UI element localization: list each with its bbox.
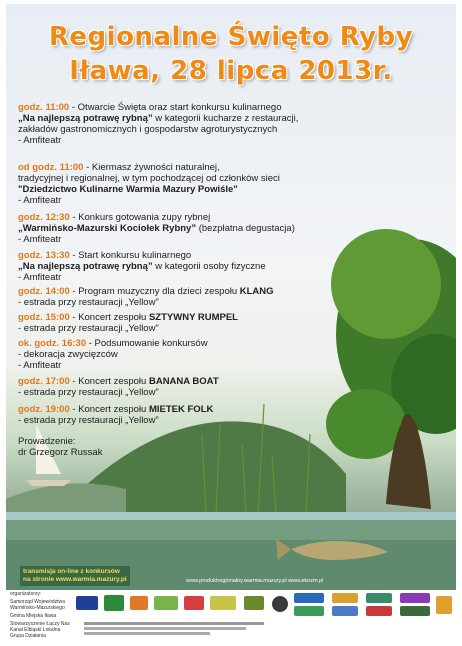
- sponsor-logo: [272, 596, 288, 612]
- event-venue: - estrada przy restauracji „Yellow”: [18, 387, 159, 398]
- band-name: SZTYWNY RUMPEL: [148, 312, 238, 323]
- eu-flag-logo: [76, 596, 98, 610]
- event-time: godz. 14:00: [18, 286, 70, 297]
- event-title: „Warmińsko-Mazurski Kociołek Rybny”: [18, 223, 197, 234]
- organizer-name: Gmina Miejska Iława: [10, 613, 57, 619]
- sponsors-footer: [6, 590, 456, 642]
- event-item: [18, 312, 398, 334]
- event-text: w kategorii kucharze z restauracji,: [152, 113, 299, 124]
- sponsor-logo: [104, 595, 124, 611]
- event-venue: - Amfiteatr: [18, 234, 62, 245]
- online-broadcast-note: [20, 566, 130, 586]
- event-venue: - estrada przy restauracji „Yellow”: [18, 415, 159, 426]
- event-text: - Koncert zespołu: [69, 312, 149, 323]
- sailboat-hull: [26, 480, 71, 486]
- event-item: [18, 286, 398, 308]
- event-text: - Program muzyczny dla dzieci zespołu: [69, 286, 240, 297]
- event-text: zakładów gastronomicznych i gospodarstw agroturystycznych: [18, 124, 278, 135]
- promo-line: na stronie www.warmia.mazury.pl: [23, 576, 127, 583]
- host-info: [18, 436, 102, 458]
- website-urls: www.produktregionalny.warmia.mazury.pl www.ekozm.pl: [186, 578, 324, 584]
- event-title: „Na najlepszą potrawę rybną”: [18, 113, 153, 124]
- sponsor-logo: [154, 596, 178, 610]
- sponsor-logo: [400, 593, 430, 603]
- promo-line: transmisja on-line z konkursów: [23, 568, 120, 575]
- event-time: godz. 13:30: [18, 250, 70, 261]
- event-item: [18, 338, 398, 371]
- sponsor-logo: [210, 596, 236, 610]
- poster-date-place: Iława, 28 lipca 2013r.: [69, 56, 393, 86]
- event-time: godz. 11:00: [18, 102, 70, 113]
- event-item: [18, 162, 398, 206]
- sponsor-logo: [366, 606, 392, 616]
- event-text: - Start konkursu kulinarnego: [69, 250, 192, 261]
- event-text: - Koncert zespołu: [69, 404, 149, 415]
- event-title: "Dziedzictwo Kulinarne Warmia Mazury Powiśle": [18, 184, 238, 195]
- event-text: - Koncert zespołu: [69, 376, 149, 387]
- event-venue: - Amfiteatr: [18, 272, 62, 283]
- sponsor-logo: [332, 593, 358, 603]
- event-venue: - estrada przy restauracji „Yellow”: [18, 323, 159, 334]
- event-text: - Podsumowanie konkursów: [86, 338, 208, 349]
- sponsor-logo: [184, 596, 204, 610]
- event-time: godz. 12:30: [18, 212, 70, 223]
- sponsor-logo: [400, 606, 430, 616]
- band-name: KLANG: [239, 286, 274, 297]
- event-time: godz. 15:00: [18, 312, 70, 323]
- organizers-label: organizatorzy:: [10, 591, 42, 597]
- event-text: (bezpłatna degustacja): [196, 223, 295, 234]
- event-item: [18, 376, 398, 398]
- funding-fine-print: [84, 622, 264, 635]
- festival-poster: [6, 4, 456, 590]
- event-title: „Na najlepszą potrawę rybną”: [18, 261, 153, 272]
- event-item: [18, 250, 398, 283]
- event-text: - Konkurs gotowania zupy rybnej: [69, 212, 211, 223]
- event-item: [18, 404, 398, 426]
- event-text: tradycyjnej i regionalnej, w tym pochodzącej od członków sieci: [18, 173, 280, 184]
- hill-shape: [6, 483, 126, 514]
- host-label: Prowadzenie:: [18, 436, 76, 447]
- sponsor-logo: [294, 593, 324, 603]
- event-time: ok. godz. 16:30: [18, 338, 87, 349]
- poster-title: Regionalne Święto Ryby: [48, 22, 414, 52]
- host-name: dr Grzegorz Russak: [18, 447, 103, 458]
- sponsor-logo: [366, 593, 392, 603]
- water-surface: [6, 512, 456, 520]
- event-time: godz. 19:00: [18, 404, 70, 415]
- event-venue: - Amfiteatr: [18, 360, 62, 371]
- event-venue: - estrada przy restauracji „Yellow”: [18, 297, 159, 308]
- event-item: [18, 102, 398, 146]
- band-name: BANANA BOAT: [148, 376, 219, 387]
- event-text: - Kiermasz żywności naturalnej,: [83, 162, 220, 173]
- organizer-name: Stowarzyszenie Łączy Nas Kanał Elbląski Lokalna Grupa Działania: [10, 621, 70, 639]
- sponsor-logo: [436, 596, 452, 614]
- event-text: - dekoracja zwycięzców: [18, 349, 118, 360]
- underwater-light: [6, 520, 456, 540]
- sponsor-logo: [294, 606, 324, 616]
- event-item: [18, 212, 398, 245]
- event-time: od godz. 11:00: [18, 162, 84, 173]
- sponsor-logo: [332, 606, 358, 616]
- band-name: MIETEK FOLK: [148, 404, 214, 415]
- sponsor-logo: [130, 596, 148, 610]
- event-venue: - Amfiteatr: [18, 135, 62, 146]
- event-text: w kategorii osoby fizyczne: [152, 261, 266, 272]
- event-text: - Otwarcie Święta oraz start konkursu kulinarnego: [69, 102, 282, 113]
- sponsor-logo: [244, 596, 264, 610]
- organizer-name: Samorząd Województwa Warmińsko-Mazurskiego: [10, 599, 65, 611]
- event-time: godz. 17:00: [18, 376, 70, 387]
- event-venue: - Amfiteatr: [18, 195, 62, 206]
